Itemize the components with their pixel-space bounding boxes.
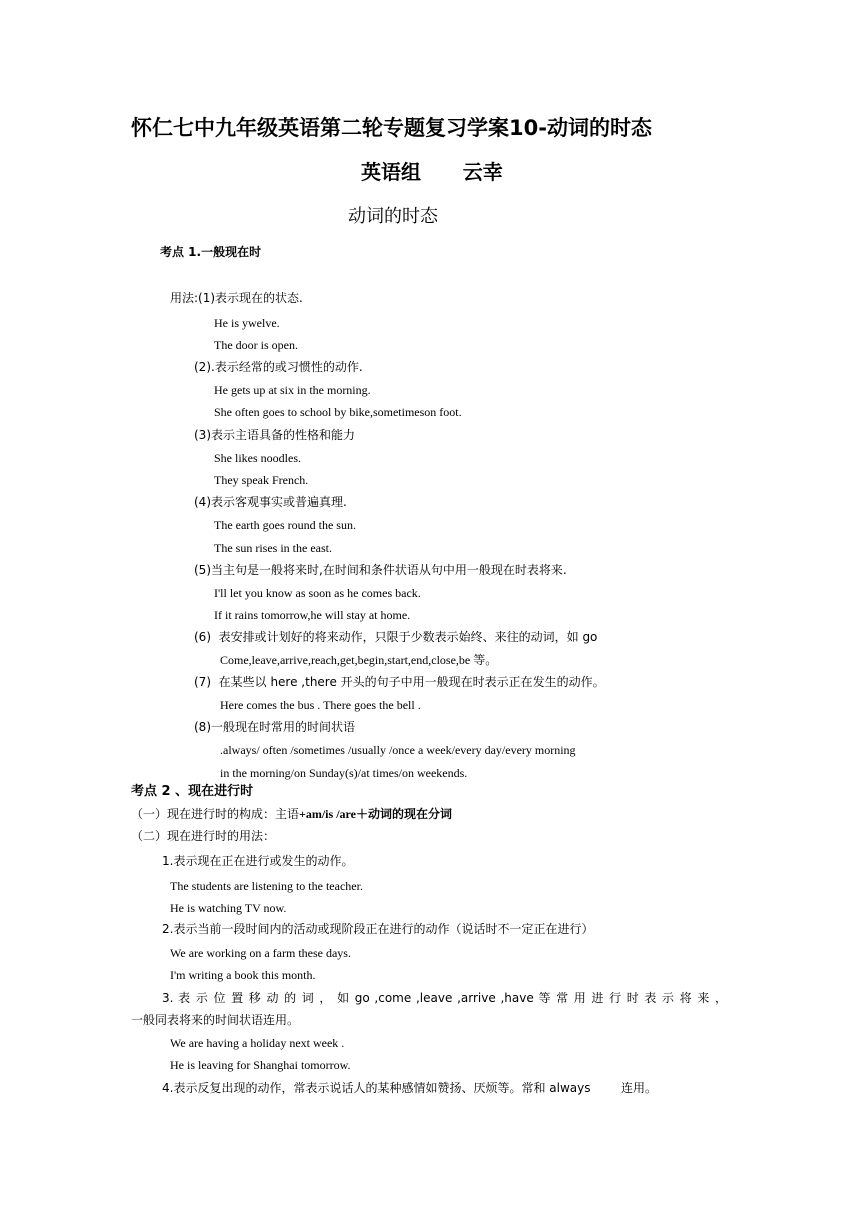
point2-example: We are working on a farm these days. xyxy=(170,946,351,960)
point1-example: in the morning/on Sunday(s)/at times/on weekends. xyxy=(220,766,468,780)
point2-usage-3: 3. 表 示 位 置 移 动 的 词 ， 如 go ,come ,leave ,arrive ,have 等 常 用 进 行 时 表 示 将 来 ， xyxy=(162,991,727,1005)
point1-example: She often goes to school by bike,sometimeson foot. xyxy=(214,405,462,419)
point1-example: Here comes the bus . There goes the bell . xyxy=(220,698,421,712)
point1-example: .always/ often /sometimes /usually /once a week/every day/every morning xyxy=(220,743,576,757)
point1-example: The door is open. xyxy=(214,338,298,352)
point2-usage-heading: （二）现在进行时的用法： xyxy=(131,829,276,843)
point1-usage-6: (6) 表安排或计划好的将来动作，只限于少数表示始终、来往的动词，如 go xyxy=(194,630,598,644)
point2-usage-2: 2.表示当前一段时间内的活动或现阶段正在进行的动作（说话时不一定正在进行） xyxy=(162,922,594,936)
point1-example: They speak French. xyxy=(214,473,309,487)
point1-usage-8: (8)一般现在时常用的时间状语 xyxy=(194,720,355,734)
point2-usage-3-cont: 一般同表将来的时间状语连用。 xyxy=(131,1013,300,1027)
point2-usage-1: 1.表示现在正在进行或发生的动作。 xyxy=(162,854,354,868)
point1-title: 考点 1.一般现在时 xyxy=(160,245,262,259)
author-line: 英语组 云幸 xyxy=(361,160,503,184)
point2-structure-label: （一）现在进行时的构成：主语 xyxy=(131,807,300,821)
point2-structure xyxy=(131,806,452,822)
point1-usage-2: (2).表示经常的或习惯性的动作. xyxy=(194,360,363,374)
section-heading: 动词的时态 xyxy=(348,206,438,227)
point1-example: He gets up at six in the morning. xyxy=(214,383,371,397)
document-title: 怀仁七中九年级英语第二轮专题复习学案10-动词的时态 xyxy=(131,116,652,140)
point2-usage-4: 4.表示反复出现的动作，常表示说话人的某种感情如赞扬、厌烦等。常和 always 连用。 xyxy=(162,1081,657,1095)
point2-example: We are having a holiday next week . xyxy=(170,1036,345,1050)
point1-example: I'll let you know as soon as he comes back. xyxy=(214,586,421,600)
point1-usage-3: (3)表示主语具备的性格和能力 xyxy=(194,428,355,442)
point2-structure-formula: +am/is /are＋动词的现在分词 xyxy=(299,807,452,821)
point1-usage-4: (4)表示客观事实或普遍真理. xyxy=(194,495,347,509)
point1-usage-5: (5)当主句是一般将来时,在时间和条件状语从句中用一般现在时表将来. xyxy=(194,563,567,577)
point2-example: He is leaving for Shanghai tomorrow. xyxy=(170,1058,351,1072)
point1-example: Come,leave,arrive,reach,get,begin,start,end,close,be 等。 xyxy=(220,653,498,667)
point2-example: I'm writing a book this month. xyxy=(170,968,316,982)
point1-example: The earth goes round the sun. xyxy=(214,518,356,532)
point1-example: She likes noodles. xyxy=(214,451,301,465)
point2-title: 考点 2 、现在进行时 xyxy=(131,784,254,799)
point1-usage-7: (7) 在某些以 here ,there 开头的句子中用一般现在时表示正在发生的动作。 xyxy=(194,675,605,689)
point2-example: The students are listening to the teacher. xyxy=(170,879,363,893)
point2-example: He is watching TV now. xyxy=(170,901,287,915)
point1-example: If it rains tomorrow,he will stay at home. xyxy=(214,608,411,622)
point1-example: The sun rises in the east. xyxy=(214,541,332,555)
point1-example: He is ywelve. xyxy=(214,316,280,330)
point1-usage-1: 用法:(1)表示现在的状态. xyxy=(170,291,303,305)
